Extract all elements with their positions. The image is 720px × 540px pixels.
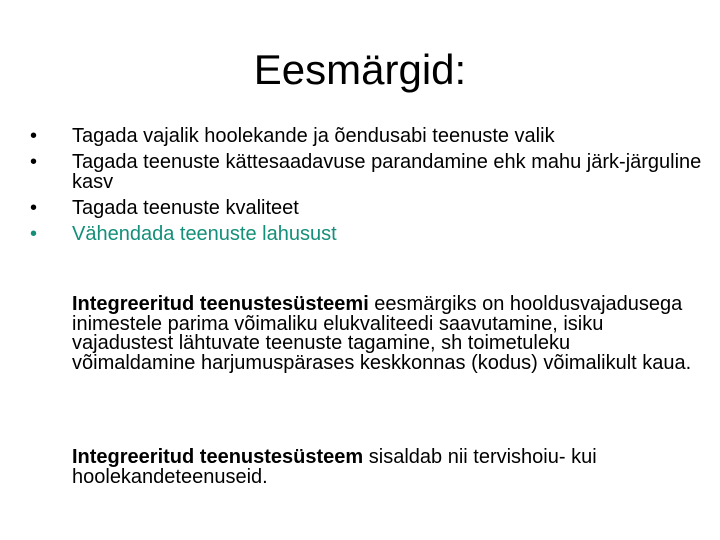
slide-title: Eesmärgid: xyxy=(253,46,467,93)
bullet-marker: • xyxy=(30,197,38,219)
bullet-list xyxy=(30,126,710,250)
bullet-text: Vähendada teenuste lahusust xyxy=(72,223,337,245)
bullet-marker: • xyxy=(30,223,38,245)
paragraph-bold-term: Integreeritud teenustesüsteem xyxy=(72,446,364,468)
paragraph-bold-term: Integreeritud teenustesüsteemi xyxy=(72,293,369,315)
paragraph-body: sisaldab nii tervishoiu- kui hoolekandeteenuseid. xyxy=(72,446,597,488)
bullet-item xyxy=(30,198,710,218)
bullet-text: Tagada vajalik hoolekande ja õendusabi teenuste valik xyxy=(72,125,555,147)
bullet-item xyxy=(30,152,710,192)
bullet-item xyxy=(30,126,710,146)
bullet-marker: • xyxy=(30,151,38,173)
bullet-marker: • xyxy=(30,125,38,147)
paragraph-scope xyxy=(72,448,692,487)
paragraph-goal xyxy=(72,295,692,373)
bullet-text: Tagada teenuste kvaliteet xyxy=(72,197,299,219)
bullet-item-accent xyxy=(30,224,710,244)
paragraph-body: eesmärgiks on hooldusvajadusega inimestele parima võimaliku elukvaliteedi saavutamine, isiku vajadustest lähtuvate teenuste tagamine, sh toimetuleku võimaldamine harjumuspärases keskkonnas (kodus) võimalikult kaua. xyxy=(72,293,692,374)
bullet-text: Tagada teenuste kättesaadavuse parandamine ehk mahu järk-järguline kasv xyxy=(72,151,702,193)
